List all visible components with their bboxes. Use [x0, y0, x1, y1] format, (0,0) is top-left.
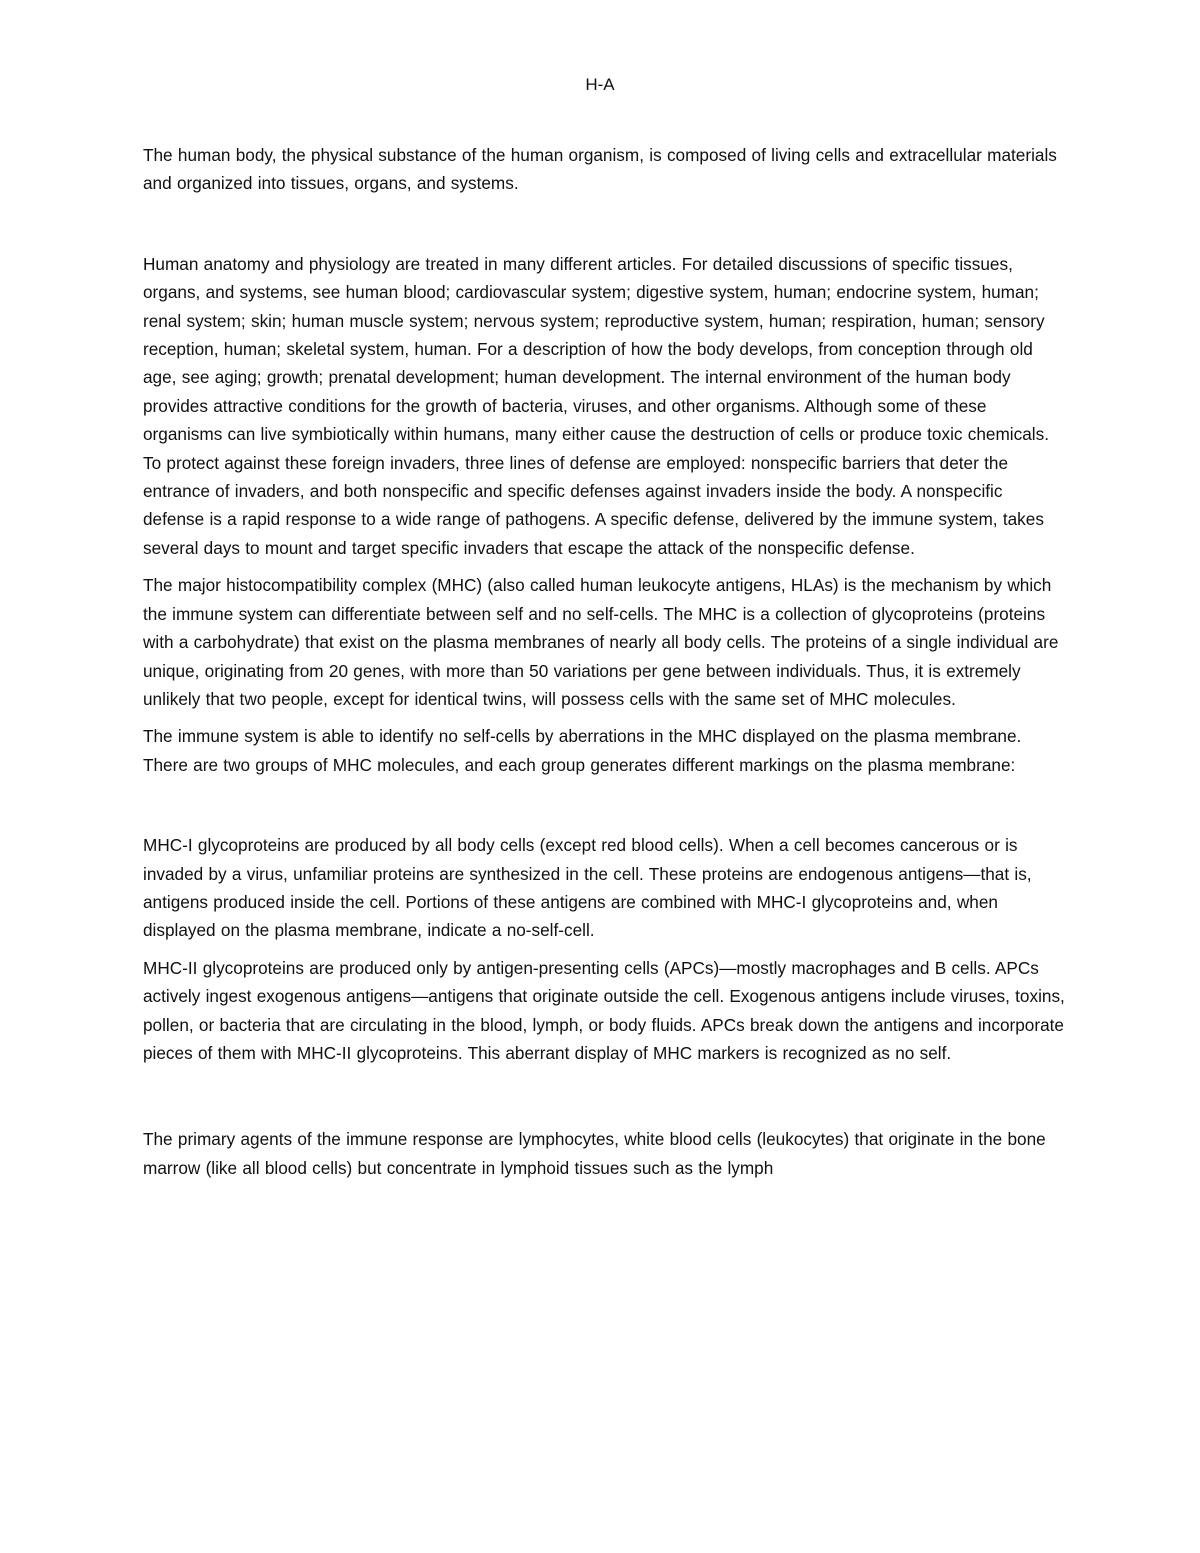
paragraph-anatomy-defense: Human anatomy and physiology are treated in many different articles. For detailed discussions of specific tissues, organs, and systems, see human blood; cardiovascular system; digestive system, human; endocrine system, human; renal system; skin; human muscle system; nervous system; reproductive system, human; respiration, human; sensory reception, human; skeletal system, human. For a description of how the body develops, from conception through old age, see aging; growth; prenatal development; human development. The internal environment of the human body provides attractive conditions for the growth of bacteria, viruses, and other organisms. Although some of these organisms can live symbiotically within humans, many either cause the destruction of cells or produce toxic chemicals. To protect against these foreign invaders, three lines of defense are employed: nonspecific barriers that deter the entrance of invaders, and both nonspecific and specific defenses against invaders inside the body. A nonspecific defense is a rapid response to a wide range of pathogens. A specific defense, delivered by the immune system, takes several days to mount and target specific invaders that escape the attack of the nonspecific defense. [143, 253, 1049, 558]
document-body [143, 141, 1065, 1182]
page-header-title: H-A [585, 75, 615, 94]
paragraph-mhc-definition: The major histocompatibility complex (MHC) (also called human leukocyte antigens, HLAs) is the mechanism by which the immune system can differentiate between self and no self-cells. The MHC is a collection of glycoproteins (proteins with a carbohydrate) that exist on the plasma membranes of nearly all body cells. The proteins of a single individual are unique, originating from 20 genes, with more than 50 variations per gene between individuals. Thus, it is extremely unlikely that two people, except for identical twins, will possess cells with the same set of MHC molecules. [143, 575, 1059, 709]
paragraph-lymphocytes: The primary agents of the immune response are lymphocytes, white blood cells (leukocytes) that originate in the bone marrow (like all blood cells) but concentrate in lymphoid tissues such as the lymph [143, 1129, 1046, 1178]
paragraph-human-body-intro: The human body, the physical substance of the human organism, is composed of living cells and extracellular materials and organized into tissues, organs, and systems. [143, 145, 1057, 194]
paragraph-mhc-groups: The immune system is able to identify no self-cells by aberrations in the MHC displayed on the plasma membrane. There are two groups of MHC molecules, and each group generates different markings on the plasma membrane: [143, 726, 1022, 775]
paragraph-mhc-i: MHC-I glycoproteins are produced by all body cells (except red blood cells). When a cell becomes cancerous or is invaded by a virus, unfamiliar proteins are synthesized in the cell. These proteins are endogenous antigens—that is, antigens produced inside the cell. Portions of these antigens are combined with MHC-I glycoproteins and, when displayed on the plasma membrane, indicate a no-self-cell. [143, 835, 1032, 941]
paragraph-mhc-ii: MHC-II glycoproteins are produced only by antigen-presenting cells (APCs)—mostly macrophages and B cells. APCs actively ingest exogenous antigens—antigens that originate outside the cell. Exogenous antigens include viruses, toxins, pollen, or bacteria that are circulating in the blood, lymph, or body fluids. APCs break down the antigens and incorporate pieces of them with MHC-II glycoproteins. This aberrant display of MHC markers is recognized as no self. [143, 957, 1065, 1063]
